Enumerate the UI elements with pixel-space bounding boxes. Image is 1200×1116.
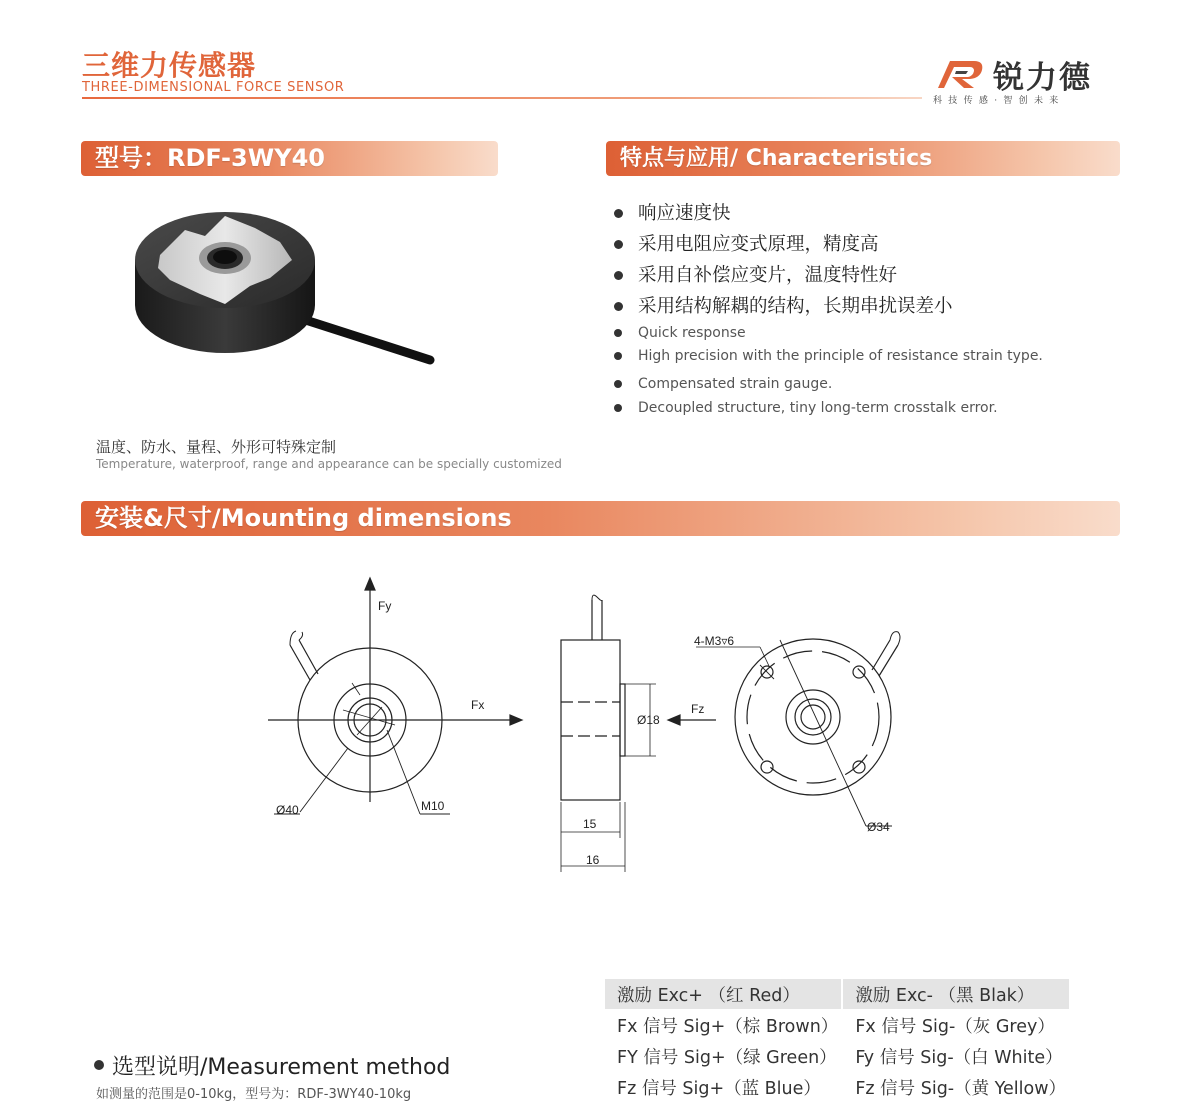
table-row (605, 1072, 1069, 1103)
table-row (605, 1010, 1069, 1041)
page-subtitle: THREE-DIMENSIONAL FORCE SENSOR (82, 80, 345, 95)
table-cell: Fx 信号 Sig-（灰 Grey） (842, 1010, 1069, 1041)
bullet-icon (614, 240, 623, 249)
list-item: 采用自补偿应变片，温度特性好 (612, 260, 1112, 291)
header-divider (82, 97, 922, 99)
width-15-label: 15 (583, 817, 597, 831)
bullet-icon (614, 209, 623, 218)
table-cell: 激励 Exc- （黑 Blak） (842, 979, 1069, 1010)
list-item: Quick response (612, 324, 1112, 342)
mounting-banner: 安装&尺寸/Mounting dimensions (81, 501, 1120, 536)
table-cell: Fz 信号 Sig-（黄 Yellow） (842, 1072, 1069, 1103)
fy-label: Fy (378, 599, 392, 613)
characteristics-banner: 特点与应用/ Characteristics (606, 141, 1120, 176)
holes-4m3-label: 4-M3▿6 (694, 634, 735, 648)
list-item: High precision with the principle of resistance strain type. (612, 347, 1112, 365)
brand-logo-icon (934, 55, 986, 91)
characteristics-list (612, 198, 1112, 417)
mounting-dimensions-drawing (260, 570, 920, 890)
list-item: 响应速度快 (612, 198, 1112, 229)
measurement-title: 选型说明/Measurement method (94, 1050, 450, 1081)
table-row (605, 979, 1069, 1010)
brand-slogan: 科技传感·智创未来 (933, 96, 1065, 106)
table-cell: Fx 信号 Sig+（棕 Brown） (605, 1010, 842, 1041)
bullet-icon (614, 302, 623, 311)
fx-label: Fx (471, 698, 485, 712)
model-banner: 型号：RDF-3WY40 (81, 141, 498, 176)
bullet-icon (614, 404, 622, 412)
bullet-icon (94, 1060, 104, 1070)
bullet-icon (614, 271, 623, 280)
list-item: 采用结构解耦的结构，长期串扰误差小 (612, 291, 1112, 322)
brand-name: 锐力德 (993, 60, 1092, 96)
table-cell: 激励 Exc+ （红 Red） (605, 979, 842, 1010)
bullet-icon (614, 380, 622, 388)
diameter-40-label: Ø40 (276, 803, 299, 817)
list-item: Compensated strain gauge. (612, 375, 1112, 393)
diameter-34-label: Ø34 (867, 820, 890, 834)
measurement-note: 如测量的范围是0-10kg，型号为：RDF-3WY40-10kg (96, 1087, 412, 1102)
customization-note-en: Temperature, waterproof, range and appearance can be specially customized (96, 457, 562, 471)
table-cell: Fz 信号 Sig+（蓝 Blue） (605, 1072, 842, 1103)
sensor-product-image (130, 200, 440, 370)
table-row (605, 1041, 1069, 1072)
table-cell: FY 信号 Sig+（绿 Green） (605, 1041, 842, 1072)
list-item: 采用电阻应变式原理，精度高 (612, 229, 1112, 260)
customization-note: 温度、防水、量程、外形可特殊定制 (96, 438, 337, 456)
table-cell: Fy 信号 Sig-（白 White） (842, 1041, 1069, 1072)
thread-m10-label: M10 (421, 799, 445, 813)
bullet-icon (614, 352, 622, 360)
fz-label: Fz (691, 702, 705, 716)
wiring-table (605, 979, 1069, 1102)
page-title: 三维力传感器 (82, 49, 257, 82)
bullet-icon (614, 329, 622, 337)
diameter-18-label: Ø18 (637, 713, 660, 727)
width-16-label: 16 (586, 853, 600, 867)
list-item: Decoupled structure, tiny long-term crosstalk error. (612, 399, 1112, 417)
